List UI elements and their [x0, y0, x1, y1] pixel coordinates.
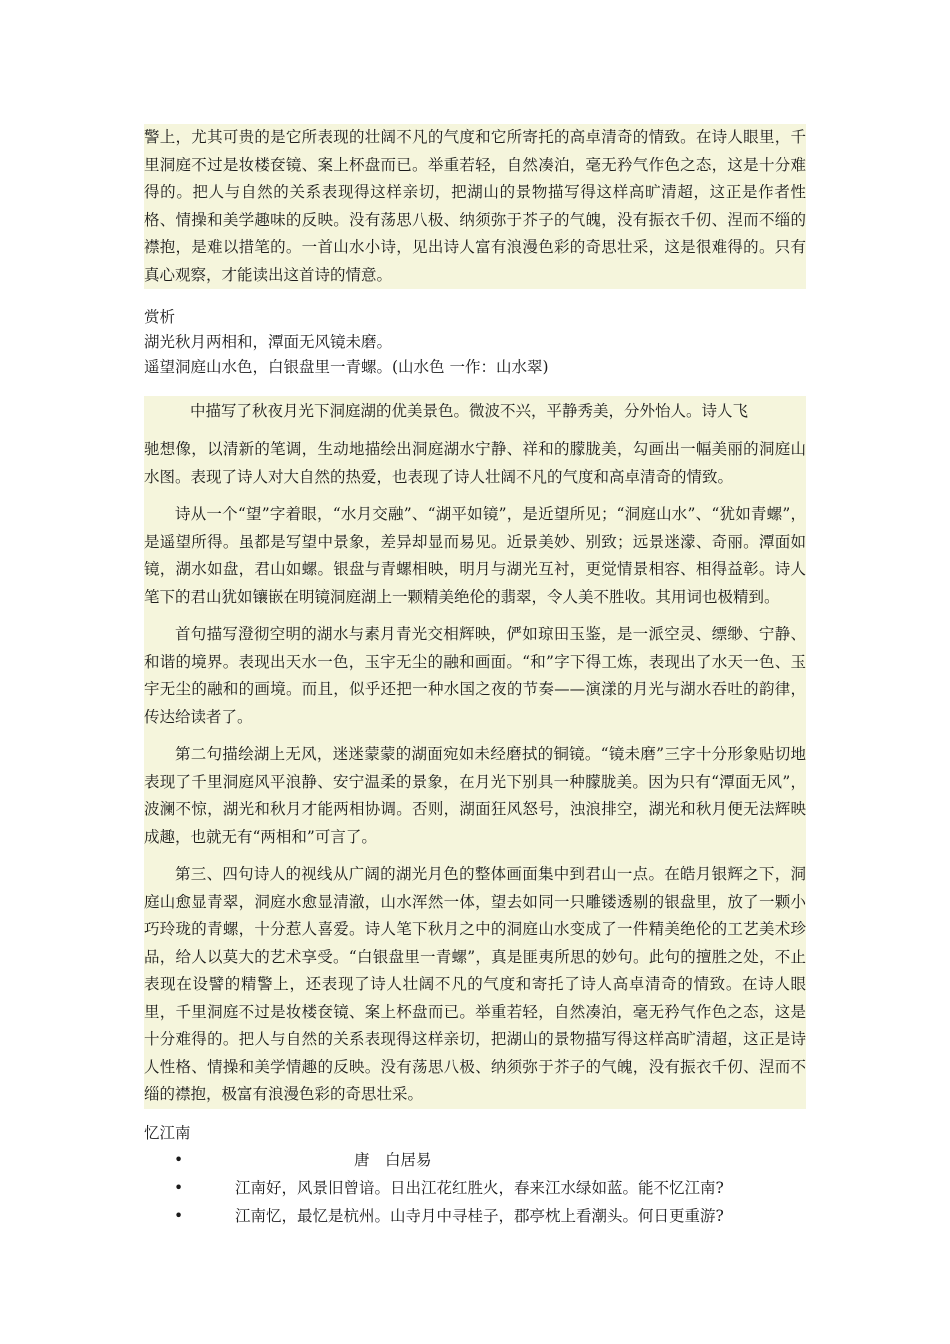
list-item [144, 1146, 806, 1174]
paragraph-c: 首句描写澄彻空明的湖水与素月青光交相辉映，俨如琼田玉鉴，是一派空灵、缥缈、宁静、和谐的境界。表现出天水一色，玉宇无尘的融和画面。“和”字下得工炼，表现出了水天一色、玉宇无尘的融和的画境。而且，似乎还把一种水国之夜的节奏——演漾的月光与湖水吞吐的韵律，传达给读者了。 [144, 625, 806, 726]
document-page [144, 124, 806, 1230]
poem2-author: 唐 白居易 [354, 1150, 432, 1169]
bullet-icon: • [174, 1206, 184, 1225]
analysis-block [144, 396, 806, 1109]
appreciation-heading: 赏析 [144, 308, 176, 326]
paragraph-block1: 警上，尤其可贵的是它所表现的壮阔不凡的气度和它所寄托的高卓清奇的情致。在诗人眼里，千里洞庭不过是妆楼奁镜、案上杯盘而已。举重若轻，自然凑泊，毫无矜气作色之态，这是十分难得的。把人与自然的关系表现得这样亲切，把湖山的景物描写得这样高旷清超，这正是作者性格、情操和美学趣味的反映。没有荡思八极、纳须弥于芥子的气魄，没有振衣千仞、涅而不缁的襟抱，是难以措笔的。一首山水小诗，见出诗人富有浪漫色彩的奇思壮采，这是很难得的。只有真心观察，才能读出这首诗的情意。 [144, 124, 806, 289]
poem2-list [144, 1146, 806, 1230]
paragraph-a: 驰想像，以清新的笔调，生动地描绘出洞庭湖水宁静、祥和的朦胧美，勾画出一幅美丽的洞庭山水图。表现了诗人对大自然的热爱，也表现了诗人壮阔不凡的气度和高卓清奇的情致。 [144, 440, 806, 486]
intro-line: 中描写了秋夜月光下洞庭湖的优美景色。微波不兴，平静秀美，分外怡人。诗人飞 [190, 402, 749, 420]
bullet-icon: • [174, 1178, 184, 1197]
paragraph-d: 第二句描绘湖上无风，迷迷蒙蒙的湖面宛如未经磨拭的铜镜。“镜未磨”三字十分形象贴切地表现了千里洞庭风平浪静、安宁温柔的景象，在月光下别具一种朦胧美。因为只有“潭面无风”，波澜不惊，湖光和秋月才能两相协调。否则，湖面狂风怒号，浊浪排空，湖光和秋月便无法辉映成趣，也就无有“两相和”可言了。 [144, 745, 806, 846]
poem-line-1: 湖光秋月两相和，潭面无风镜未磨。 [144, 333, 393, 351]
poem2-line-2: 江南忆，最忆是杭州。山寺月中寻桂子，郡亭枕上看潮头。何日更重游? [235, 1206, 724, 1225]
list-item [144, 1202, 806, 1230]
poem2-line-1: 江南好，风景旧曾谙。日出江花红胜火，春来江水绿如蓝。能不忆江南? [235, 1178, 724, 1197]
paragraph-b: 诗从一个“望”字着眼，“水月交融”、“湖平如镜”，是近望所见；“洞庭山水”、“犹如青螺”，是遥望所得。虽都是写望中景象，差异却显而易见。近景美妙、别致；远景迷濛、奇丽。潭面如镜，湖水如盘，君山如螺。银盘与青螺相映，明月与湖光互衬，更觉情景相容、相得益彰。诗人笔下的君山犹如镶嵌在明镜洞庭湖上一颗精美绝伦的翡翠，令人美不胜收。其用词也极精到。 [144, 505, 806, 606]
list-item [144, 1174, 806, 1202]
poem-line-2: 遥望洞庭山水色，白银盘里一青螺。(山水色 一作：山水翠) [144, 358, 549, 376]
poem2-title: 忆江南 [144, 1123, 191, 1142]
bullet-icon: • [174, 1150, 184, 1169]
paragraph-e: 第三、四句诗人的视线从广阔的湖光月色的整体画面集中到君山一点。在皓月银辉之下，洞庭山愈显青翠，洞庭水愈显清澈，山水浑然一体，望去如同一只雕镂透剔的银盘里，放了一颗小巧玲珑的青螺，十分惹人喜爱。诗人笔下秋月之中的洞庭山水变成了一件精美绝伦的工艺美术珍品，给人以莫大的艺术享受。“白银盘里一青螺”，真是匪夷所思的妙句。此句的擅胜之处，不止表现在设譬的精警上，还表现了诗人壮阔不凡的气度和寄托了诗人高卓清奇的情致。在诗人眼里，千里洞庭不过是妆楼奁镜、案上杯盘而已。举重若轻，自然凑泊，毫无矜气作色之态，这是十分难得的。把人与自然的关系表现得这样亲切，把湖山的景物描写得这样高旷清超，这正是诗人性格、情操和美学情趣的反映。没有荡思八极、纳须弥于芥子的气魄，没有振衣千仞、涅而不缁的襟抱，极富有浪漫色彩的奇思壮采。 [144, 865, 806, 1103]
